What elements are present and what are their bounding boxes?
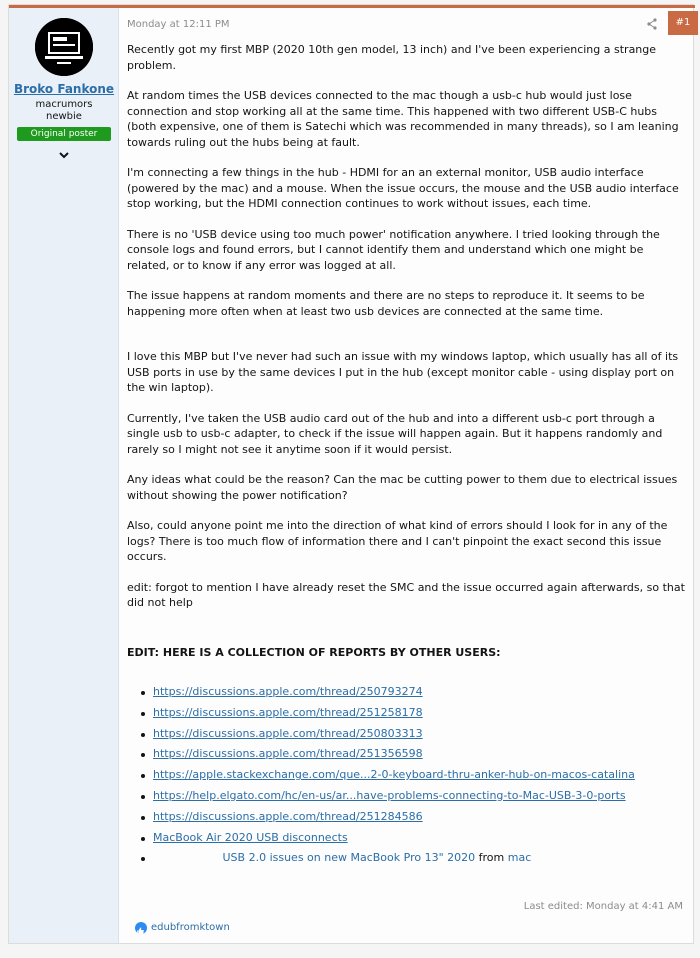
paragraph: There is no 'USB device using too much power' notification anywhere. I tried looking through the console logs and found errors, but I cannot identify them and understand which one might be related, or to know if any error was logged at all. bbox=[127, 227, 660, 272]
report-link[interactable]: https://discussions.apple.com/thread/251356598 bbox=[153, 747, 423, 761]
report-link[interactable]: USB 2.0 issues on new MacBook Pro 13" 2020 bbox=[222, 851, 476, 865]
report-link[interactable]: https://apple.stackexchange.com/que...2-0-keyboard-thru-anker-hub-on-macos-catalina bbox=[153, 768, 635, 782]
list-item bbox=[153, 765, 687, 786]
spacer bbox=[127, 626, 687, 641]
spacer bbox=[127, 334, 687, 349]
list-item bbox=[153, 703, 687, 724]
post-date[interactable]: Monday at 12:11 PM bbox=[127, 19, 230, 30]
paragraph: I love this MBP but I've never had such an issue with my windows laptop, which usually has all of its USB ports in use by the same devices I put in the hub (except monitor cable - using display port on the win laptop). bbox=[127, 350, 679, 394]
from-label: from bbox=[478, 851, 505, 865]
user-sidebar bbox=[9, 8, 119, 943]
share-icon bbox=[645, 17, 659, 31]
report-link[interactable]: MacBook Air 2020 USB disconnects bbox=[153, 830, 348, 844]
reactor-link[interactable]: edubfromktown bbox=[151, 922, 230, 933]
report-link[interactable]: https://discussions.apple.com/thread/250803313 bbox=[153, 726, 423, 740]
like-icon bbox=[135, 922, 147, 934]
list-item bbox=[153, 682, 687, 703]
list-item bbox=[153, 786, 687, 807]
list-item bbox=[153, 807, 687, 828]
post-number-link[interactable]: #1 bbox=[668, 11, 698, 35]
reports-heading: EDIT: HERE IS A COLLECTION OF REPORTS BY OTHER USERS: bbox=[127, 645, 501, 659]
post-body bbox=[127, 42, 687, 869]
paragraph: Any ideas what could be the reason? Can the mac be cutting power to them due to electrical issues without showing the power notification? bbox=[127, 473, 678, 502]
reports-list bbox=[153, 682, 687, 869]
share-button[interactable] bbox=[645, 16, 659, 30]
source-link[interactable]: mac bbox=[507, 851, 532, 865]
paragraph: Recently got my first MBP (2020 10th gen model, 13 inch) and I've been experiencing a strange problem. bbox=[127, 43, 657, 72]
paragraph: At random times the USB devices connected to the mac though a usb-c hub would just lose connection and stop working all at the same time. This happened with two different USB-C hubs (both expensive, one of them is Satechi which was recommended in many threads), so I am leaning towards ruling out the hubs being at fault. bbox=[127, 89, 679, 149]
paragraph: I'm connecting a few things in the hub - HDMI for an an external monitor, USB audio interface (powered by the mac) and a mouse. When the issue occurs, the mouse and the USB audio interface stop working, but the HDMI connection continues to work without issues, each time. bbox=[127, 166, 679, 210]
paragraph: Currently, I've taken the USB audio card out of the hub and into a different usb-c port through a single usb to usb-c adapter, to check if the issue will happen again. But it happens randomly and rarely so I might not see it anytime soon if it would persist. bbox=[127, 411, 663, 456]
list-item bbox=[153, 848, 687, 869]
user-title: macrumors bbox=[35, 99, 93, 110]
paragraph: The issue happens at random moments and there are no steps to reproduce it. It seems to be happening more often when at least two usb devices are connected at the same time. bbox=[127, 289, 645, 318]
username-link[interactable]: Broko Fankone bbox=[13, 82, 115, 96]
paragraph: edit: forgot to mention I have already reset the SMC and the issue occurred again afterwards, so that did not help bbox=[127, 580, 685, 609]
report-link[interactable]: https://discussions.apple.com/thread/251258178 bbox=[153, 705, 423, 719]
list-item bbox=[153, 744, 687, 765]
report-link[interactable]: https://discussions.apple.com/thread/250793274 bbox=[153, 685, 423, 698]
avatar-icon bbox=[35, 18, 93, 76]
list-item bbox=[153, 828, 687, 849]
original-poster-badge: Original poster bbox=[17, 127, 111, 141]
forum-post bbox=[8, 4, 694, 944]
last-edited: Last edited: Monday at 4:41 AM bbox=[523, 901, 683, 912]
chevron-down-icon bbox=[54, 149, 74, 163]
user-rank: newbie bbox=[46, 111, 82, 122]
report-link[interactable]: https://discussions.apple.com/thread/251284586 bbox=[153, 809, 423, 823]
list-item bbox=[153, 724, 687, 745]
report-link[interactable]: https://help.elgato.com/hc/en-us/ar...have-problems-connecting-to-Mac-USB-3-0-ports bbox=[153, 788, 626, 802]
expand-user-info-button[interactable] bbox=[54, 148, 74, 162]
thumbs-up-icon bbox=[135, 925, 147, 937]
user-avatar[interactable] bbox=[35, 18, 93, 76]
paragraph: Also, could anyone point me into the direction of what kind of errors should I look for in any of the logs? There is too much flow of information there and I can't pinpoint the exact second this issue occurs. bbox=[127, 519, 668, 563]
